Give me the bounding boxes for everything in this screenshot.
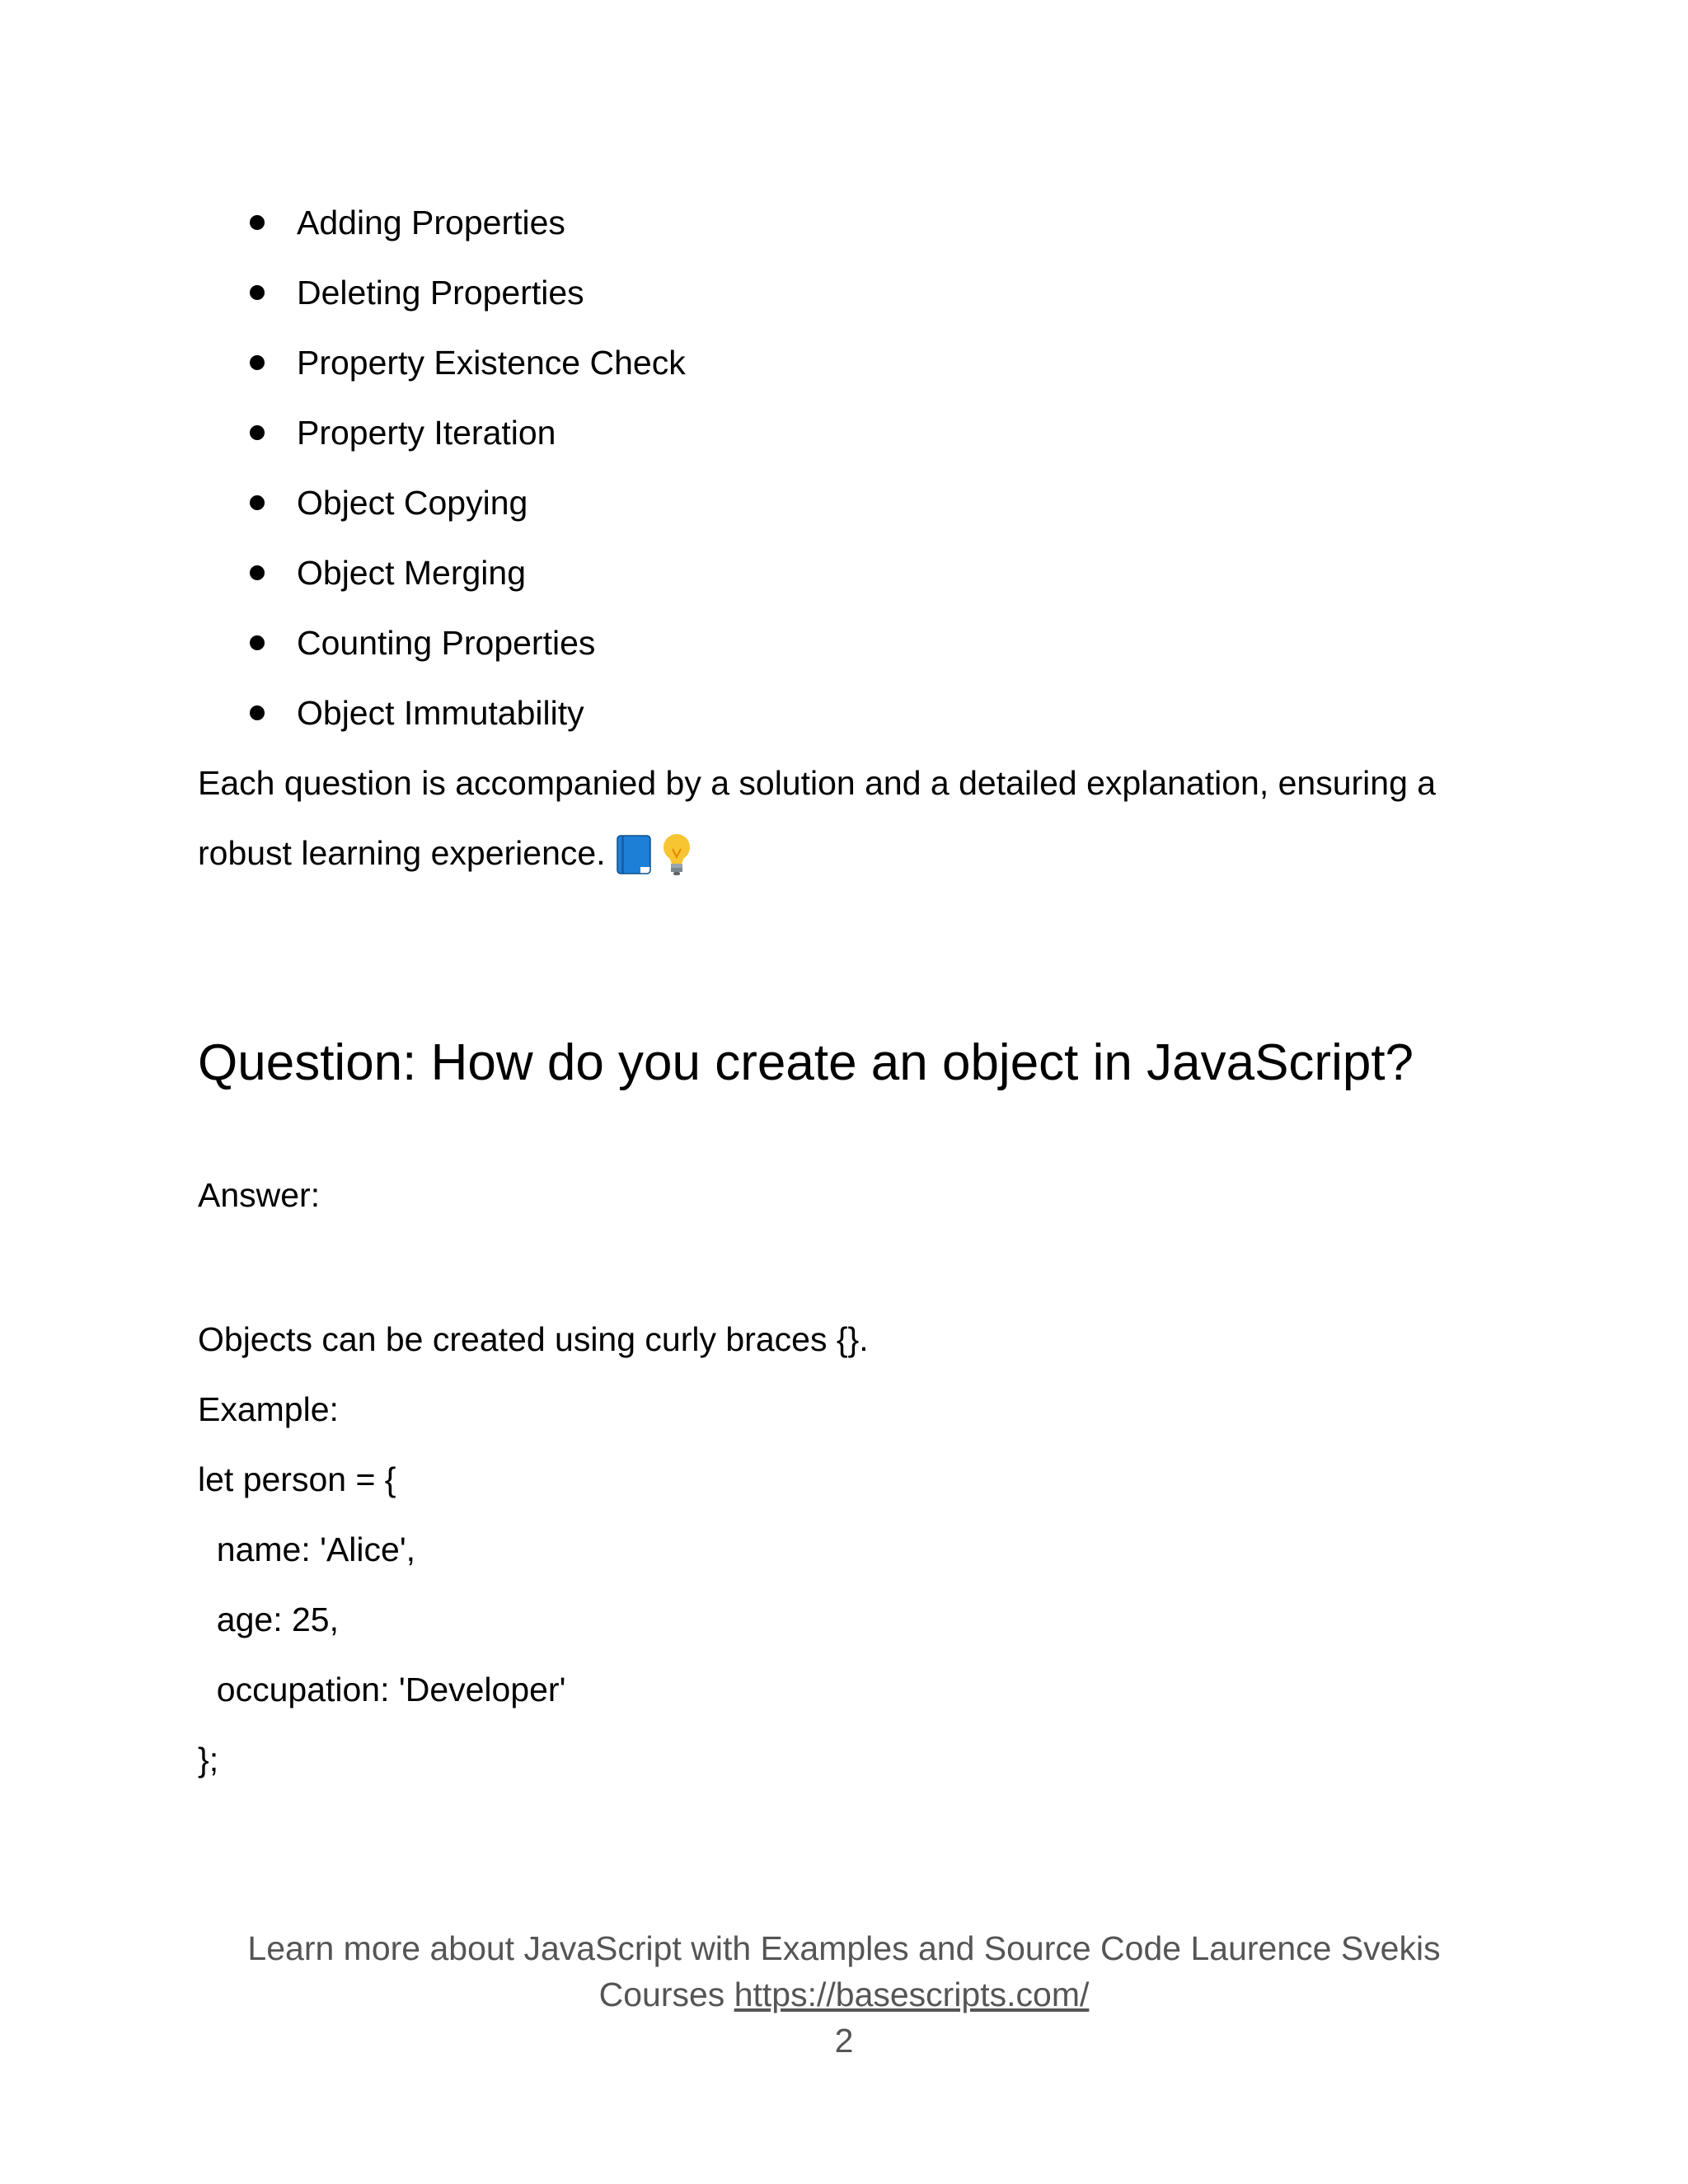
list-item	[198, 268, 686, 338]
footer-courses-text: Courses	[598, 1975, 725, 2013]
topic-label: Object Copying	[297, 484, 528, 522]
blue-book-icon	[616, 834, 652, 875]
footer-line-2	[0, 1971, 1688, 2018]
example-label: Example:	[198, 1390, 339, 1428]
topic-label: Counting Properties	[297, 624, 596, 662]
light-bulb-icon	[659, 832, 695, 877]
list-item	[198, 408, 686, 478]
bullet-icon	[250, 355, 265, 370]
code-line: name: 'Alice',	[198, 1530, 416, 1568]
list-item	[198, 198, 686, 268]
topic-label: Object Immutability	[297, 694, 584, 732]
topic-label: Deleting Properties	[297, 274, 584, 312]
page-number: 2	[834, 2022, 854, 2060]
code-line: occupation: 'Developer'	[198, 1671, 566, 1708]
bullet-icon	[250, 705, 265, 720]
code-line: };	[198, 1741, 219, 1779]
bullet-icon	[250, 215, 265, 230]
list-item	[198, 548, 686, 618]
intro-text: robust learning experience.	[198, 834, 606, 872]
code-line: age: 25,	[198, 1601, 339, 1638]
footer-line-1: Learn more about JavaScript with Examples and Source Code Laurence Svekis	[247, 1929, 1441, 1967]
bullet-icon	[250, 635, 265, 650]
bullet-icon	[250, 425, 265, 440]
code-line: let person = {	[198, 1460, 396, 1498]
list-item	[198, 688, 686, 758]
question-heading: Question: How do you create an object in JavaScript?	[198, 1034, 1414, 1091]
topic-label: Property Iteration	[297, 414, 556, 452]
intro-line-1: Each question is accompanied by a solution and a detailed explanation, ensuring a	[198, 764, 1437, 802]
answer-label: Answer:	[198, 1176, 321, 1214]
list-item	[198, 478, 686, 548]
topic-label: Property Existence Check	[297, 344, 686, 382]
list-item	[198, 618, 686, 688]
topic-label: Adding Properties	[297, 204, 565, 241]
list-item	[198, 338, 686, 408]
emoji-group	[616, 831, 695, 880]
topic-list	[198, 198, 686, 758]
answer-description: Objects can be created using curly braces {}.	[198, 1320, 869, 1358]
intro-line-2	[198, 828, 695, 880]
bullet-icon	[250, 495, 265, 510]
basescripts-link[interactable]: https://basescripts.com/	[734, 1975, 1090, 2013]
bullet-icon	[250, 285, 265, 300]
bullet-icon	[250, 565, 265, 580]
topic-label: Object Merging	[297, 554, 527, 592]
